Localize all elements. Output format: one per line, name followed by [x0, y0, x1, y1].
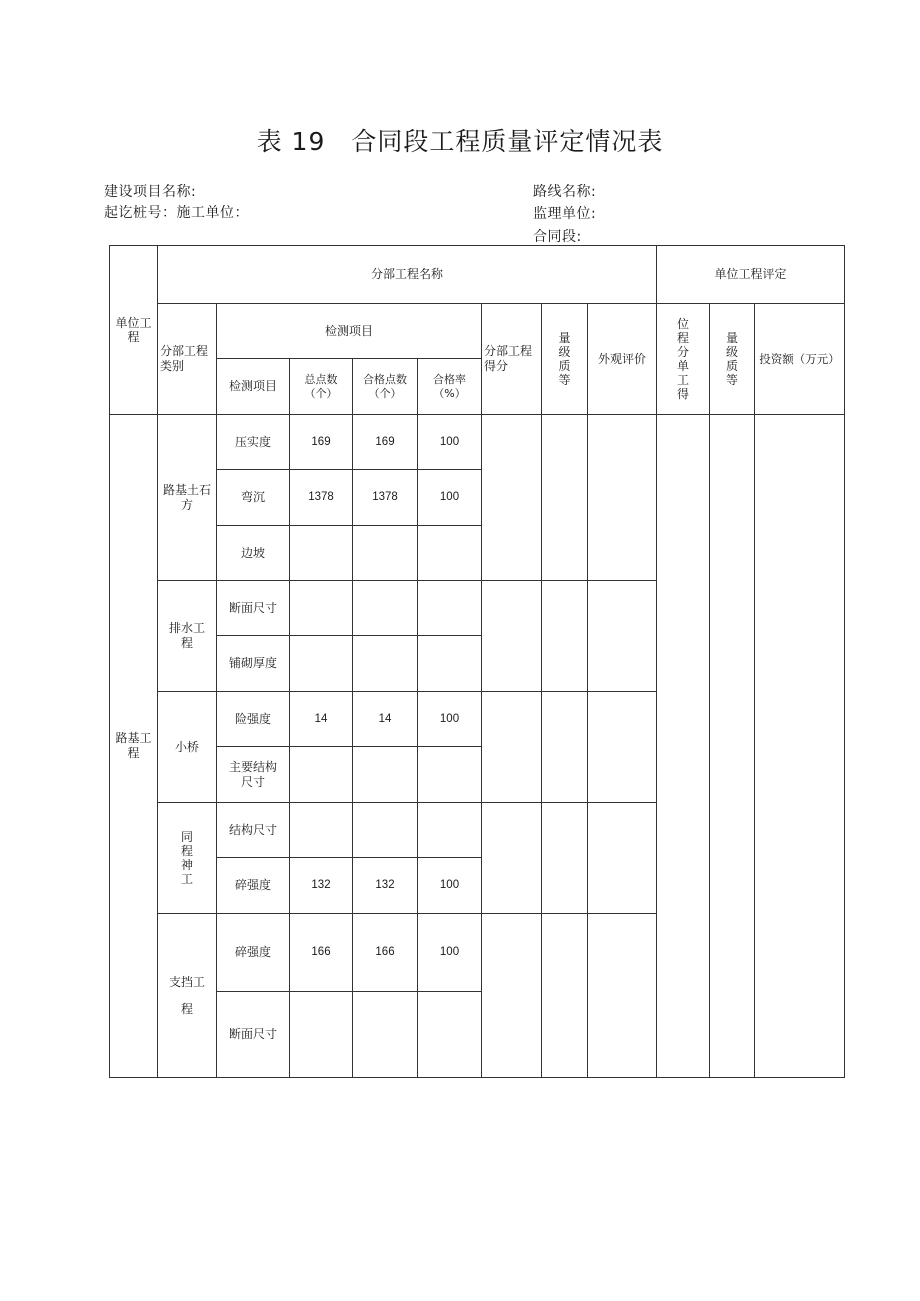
rate-cell [418, 526, 482, 581]
rate-cell [418, 581, 482, 636]
item-cell: 铺砌厚度 [217, 636, 290, 692]
pass-cell [353, 803, 418, 858]
unit-quality-grade-header: 量级质等 [710, 304, 755, 415]
appearance-cell [588, 803, 657, 914]
pass-cell: 132 [353, 858, 418, 914]
investment-header: 投资额（万元） [755, 304, 845, 415]
item-cell: 压实度 [217, 415, 290, 470]
quality-grade-cell [542, 803, 588, 914]
table-number: 表 19 [256, 127, 326, 156]
sub-score-cell [482, 914, 542, 1078]
item-cell: 弯沉 [217, 470, 290, 526]
appearance-cell [588, 415, 657, 581]
category-cell: 排水工程 [158, 581, 217, 692]
pass-cell: 169 [353, 415, 418, 470]
page-title [0, 122, 920, 158]
total-cell [290, 803, 353, 858]
header-row-1 [110, 246, 845, 304]
item-cell: 断面尺寸 [217, 992, 290, 1078]
sub-score-header: 分部工程得分 [482, 304, 542, 415]
category-cell [158, 914, 217, 1078]
quality-grade-header: 量级质等 [542, 304, 588, 415]
sub-score-cell [482, 803, 542, 914]
rate-cell [418, 992, 482, 1078]
appearance-cell [588, 581, 657, 692]
item-cell: 险强度 [217, 692, 290, 747]
sub-score-cell [482, 581, 542, 692]
item-cell: 碎强度 [217, 858, 290, 914]
contract-section-label: 合同段: [533, 229, 582, 245]
quality-grade-cell [542, 415, 588, 581]
rate-cell: 100 [418, 692, 482, 747]
sub-project-name-header: 分部工程名称 [158, 246, 657, 304]
total-cell: 166 [290, 914, 353, 992]
pass-cell: 166 [353, 914, 418, 992]
inspection-items-group-header: 检测项目 [217, 304, 482, 359]
pass-cell [353, 636, 418, 692]
pass-cell [353, 581, 418, 636]
category-line-2: 程 [180, 1001, 193, 1016]
unit-name-cell: 路基工程 [110, 415, 158, 1078]
rate-cell [418, 747, 482, 803]
item-cell: 边坡 [217, 526, 290, 581]
unit-project-header: 单位工程 [110, 246, 158, 415]
total-cell [290, 581, 353, 636]
rate-cell [418, 803, 482, 858]
quality-grade-cell [542, 581, 588, 692]
unit-score-cell [657, 415, 710, 1078]
investment-cell [755, 415, 845, 1078]
category-cell: 路基土石方 [158, 415, 217, 581]
table-row [110, 415, 845, 470]
quality-grade-cell [542, 914, 588, 1078]
total-cell: 14 [290, 692, 353, 747]
category-cell: 同程神工 [158, 803, 217, 914]
pass-cell: 14 [353, 692, 418, 747]
pass-cell [353, 992, 418, 1078]
total-cell [290, 526, 353, 581]
unit-score-header: 位程分单工得 [657, 304, 710, 415]
pass-cell [353, 747, 418, 803]
pass-cell [353, 526, 418, 581]
pass-points-header: 合格点数（个） [353, 359, 418, 415]
project-name-label: 建设项目名称: [104, 184, 197, 200]
item-cell: 断面尺寸 [217, 581, 290, 636]
item-cell: 主要结构尺寸 [217, 747, 290, 803]
sub-category-header: 分部工程类别 [158, 304, 217, 415]
total-cell [290, 747, 353, 803]
category-cell: 小桥 [158, 692, 217, 803]
category-line-1: 支挡工 [168, 974, 205, 989]
rate-cell: 100 [418, 914, 482, 992]
sub-score-cell [482, 415, 542, 581]
pass-cell: 1378 [353, 470, 418, 526]
total-cell: 1378 [290, 470, 353, 526]
total-cell [290, 992, 353, 1078]
start-end-contractor-label: 起讫桩号：施工单位： [104, 205, 249, 221]
total-cell: 169 [290, 415, 353, 470]
quality-grade-cell [542, 692, 588, 803]
table-title-text: 合同段工程质量评定情况表 [351, 127, 664, 156]
total-points-header: 总点数（个） [290, 359, 353, 415]
unit-quality-grade-cell [710, 415, 755, 1078]
pass-rate-header: 合格率（%） [418, 359, 482, 415]
rate-cell [418, 636, 482, 692]
rate-cell: 100 [418, 415, 482, 470]
inspection-item-header: 检测项目 [217, 359, 290, 415]
total-cell: 132 [290, 858, 353, 914]
appearance-cell [588, 914, 657, 1078]
supervisor-label: 监理单位: [533, 206, 597, 222]
appearance-header: 外观评价 [588, 304, 657, 415]
total-cell [290, 636, 353, 692]
rate-cell: 100 [418, 858, 482, 914]
header-row-2 [110, 304, 845, 359]
quality-evaluation-table [109, 245, 845, 1078]
item-cell: 结构尺寸 [217, 803, 290, 858]
rate-cell: 100 [418, 470, 482, 526]
item-cell: 碎强度 [217, 914, 290, 992]
route-name-label: 路线名称: [533, 184, 597, 200]
unit-evaluation-header: 单位工程评定 [657, 246, 845, 304]
sub-score-cell [482, 692, 542, 803]
appearance-cell [588, 692, 657, 803]
